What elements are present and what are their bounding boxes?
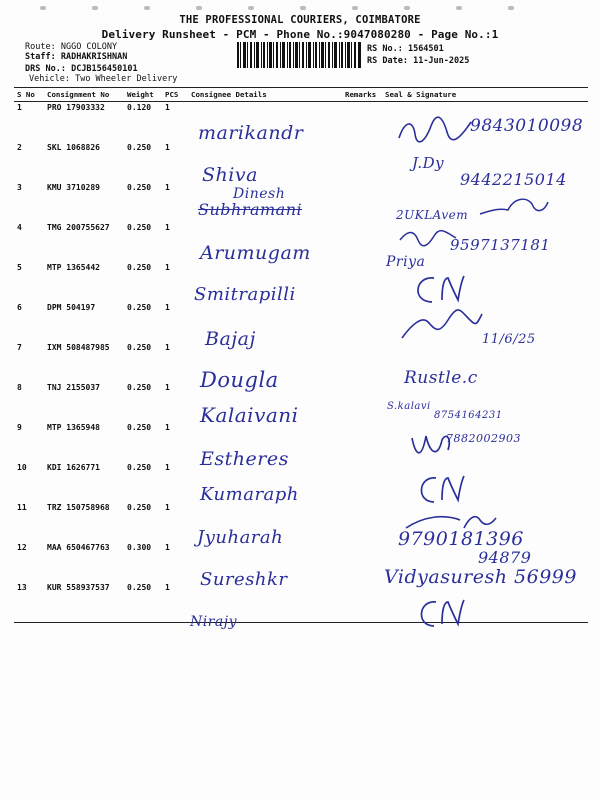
handwritten-name: Bajaj: [205, 328, 256, 350]
signature-scribble: [395, 112, 475, 146]
rs-date: RS Date: 11-Jun-2025: [367, 56, 470, 66]
table-row: 6 DPM 504197 0.250 1: [17, 303, 170, 312]
signature-scribble: [478, 192, 550, 222]
table-row: 2 SKL 1068826 0.250 1: [17, 143, 170, 152]
handwritten-phone: 8754164231: [434, 410, 503, 421]
table-row: 1 PRO 17903332 0.120 1: [17, 103, 170, 112]
route-line: Route: NGGO COLONY: [25, 42, 118, 52]
handwritten-name: Smitrapilli: [194, 284, 296, 305]
handwritten-name: Jyuharah: [197, 527, 284, 548]
runsheet-title: Delivery Runsheet - PCM - Phone No.:9047080280 - Page No.:1: [101, 28, 499, 41]
handwritten-note: S.kalavi: [387, 401, 431, 412]
handwritten-name: Shiva: [202, 164, 258, 186]
handwritten-name: Estheres: [200, 448, 289, 470]
handwritten-phone: 94879: [478, 548, 532, 567]
col-remarks: Remarks: [342, 88, 382, 102]
rs-info: [367, 43, 469, 67]
handwritten-date: 11/6/25: [482, 332, 536, 347]
col-sno: S No: [14, 88, 44, 102]
handwritten-name: Dougla: [200, 368, 279, 392]
table-row: 8 TNJ 2155037 0.250 1: [17, 383, 170, 392]
table-row: 10 KDI 1626771 0.250 1: [17, 463, 170, 472]
handwritten-note: 2UKLAvem: [396, 208, 469, 222]
handwritten-name: Dinesh: [233, 186, 286, 202]
handwritten-name: Arumugam: [200, 242, 311, 264]
col-seal: Seal & Signature: [382, 88, 588, 102]
rs-no: RS No.: 1564501: [367, 44, 444, 54]
table-row: 11 TRZ 150758968 0.250 1: [17, 503, 170, 512]
company-title: THE PROFESSIONAL COURIERS, COIMBATORE: [179, 14, 421, 26]
table-row: 4 TMG 200755627 0.250 1: [17, 223, 170, 232]
table-row: 12 MAA 650467763 0.300 1: [17, 543, 170, 552]
table-row: 5 MTP 1365442 0.250 1: [17, 263, 170, 272]
handwritten-phone: 9843010098: [470, 116, 584, 136]
table-row: 13 KUR 558937537 0.250 1: [14, 582, 588, 623]
handwritten-phone: 9597137181: [450, 236, 551, 254]
signature-scribble: [408, 272, 468, 308]
handwritten-name: Sureshkr: [200, 569, 288, 590]
handwritten-note: Priya: [386, 254, 426, 270]
signature-scribble: [398, 228, 458, 248]
drs-line: DRS No.: DCJB156450101: [25, 64, 138, 74]
col-consignee: Consignee Details: [188, 88, 342, 102]
scan-marks: [40, 6, 560, 12]
handwritten-name: Kalaivani: [200, 403, 299, 427]
handwritten-name: Nirajy: [190, 614, 238, 630]
handwritten-phone: 9790181396: [398, 528, 524, 550]
barcode: [237, 42, 361, 68]
signature-scribble: [412, 596, 468, 632]
table-row: 9 MTP 1365948 0.250 1: [17, 423, 170, 432]
handwritten-signature: Vidyasuresh 56999: [384, 566, 577, 588]
table-row: 7 IXM 508487985 0.250 1: [17, 343, 170, 352]
col-pcs: PCS: [162, 88, 188, 102]
col-consignment: Consignment No: [44, 88, 124, 102]
staff-line: Staff: RADHAKRISHNAN: [25, 52, 128, 62]
signature-scribble: [398, 306, 484, 342]
handwritten-phone: 9442215014: [460, 170, 567, 189]
handwritten-name: marikandr: [198, 122, 304, 144]
vehicle-line: Vehicle: Two Wheeler Delivery: [29, 74, 178, 84]
table-header-row: [14, 88, 588, 102]
table-row: 3 KMU 3710289 0.250 1: [17, 183, 170, 192]
handwritten-name: Kumaraph: [200, 484, 299, 505]
handwritten-phone: 7882002903: [446, 432, 521, 445]
handwritten-note: J.Dy: [412, 154, 445, 172]
handwritten-note: Rustle.c: [404, 368, 478, 388]
col-weight: Weight: [124, 88, 162, 102]
signature-scribble: [412, 472, 468, 508]
handwritten-name-struck: Subhramani: [198, 200, 303, 219]
